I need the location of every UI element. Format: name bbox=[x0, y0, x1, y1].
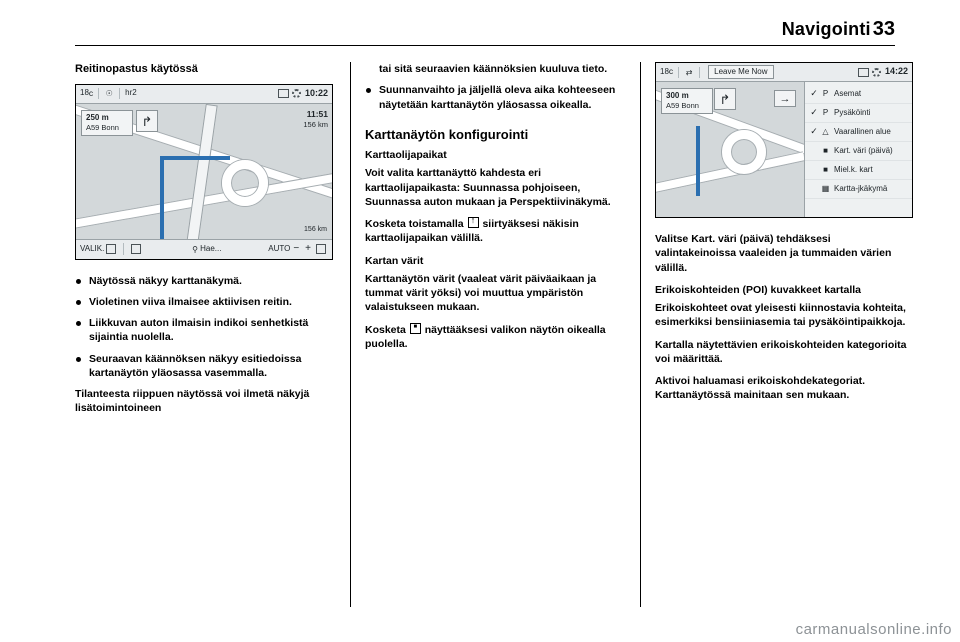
screen1-distance-badge bbox=[81, 110, 133, 136]
list-item: Suunnanvaihto ja jäljellä oleva aika kohteeseen näytetään karttanäytön yläosassa oikealla. bbox=[365, 83, 623, 112]
north-arrow-icon[interactable] bbox=[131, 244, 141, 254]
list-item-label: Kart. väri (päivä) bbox=[834, 145, 893, 155]
zoom-in-button[interactable]: + bbox=[305, 243, 312, 255]
turn-arrow-icon bbox=[136, 110, 158, 132]
col3-paragraph-3: Kartalla näytettävien erikoiskohteiden kategorioita voi määrittää. bbox=[655, 338, 907, 365]
subheading-poi-icons: Erikoiskohteiden (POI) kuvakkeet kartalla bbox=[655, 283, 862, 296]
screen1-clock: 10:22 bbox=[304, 87, 328, 98]
list-item[interactable] bbox=[805, 104, 912, 123]
screen2-status-bar bbox=[656, 63, 912, 82]
subheading-map-orientations: Karttaolijapaikat bbox=[365, 149, 447, 162]
screen2-distance-badge bbox=[661, 88, 713, 114]
screen2-temperature: 18 c bbox=[660, 66, 674, 77]
map-options-list[interactable] bbox=[804, 82, 912, 217]
screen2-distance-value: 300 m bbox=[666, 91, 689, 100]
map2-roundabout bbox=[722, 130, 766, 174]
media-icon bbox=[858, 68, 869, 77]
list-item: Liikkuvan auton ilmaisin indikoi senhetkistä sijaintia nuolella. bbox=[75, 316, 333, 345]
screen1-distance-value: 250 m bbox=[86, 112, 109, 122]
list-item-label: Vaarallinen alue bbox=[834, 126, 891, 136]
column-2 bbox=[365, 62, 623, 359]
col3-paragraph-1: Valitse Kart. väri (päivä) tehdäksesi valintakeinoissa vaaleiden ja tummaiden värien välillä. bbox=[655, 233, 892, 274]
map-road-c bbox=[186, 103, 217, 243]
station-icon: P bbox=[822, 88, 829, 98]
col2-paragraph-1: Voit valita karttanäyttö kahdesta eri karttaolijapaikasta: Suunnassa pohjoiseen, Suunnassa auton mukaan ja Perspektiivinäkymä. bbox=[365, 167, 611, 208]
route-icon: ⇄ bbox=[685, 67, 693, 77]
col2-paragraph-3: Karttanäytön värit (vaaleat värit päiväaikaan ja tummat värit yöksi) voi muuttua ympäristön valaistukseen mukaan. bbox=[365, 272, 597, 314]
col1-tail-paragraph: Tilanteesta riippuen näytössä voi ilmetä näkyjä lisätoimintoineen bbox=[75, 388, 310, 415]
screen2-sep-1 bbox=[678, 67, 679, 78]
watermark: carmanualsonline.info bbox=[795, 621, 952, 638]
column-1 bbox=[75, 62, 333, 424]
screen2-street-name: A59 Bonn bbox=[666, 101, 699, 110]
screen1-search-label[interactable]: Hae... bbox=[200, 243, 222, 253]
list-item-label: Kartta-jkäkymä bbox=[834, 183, 888, 193]
map-color-icon: ■ bbox=[823, 145, 828, 155]
navigation-screen-1 bbox=[75, 84, 333, 260]
turn-arrow-icon bbox=[714, 88, 736, 110]
screen1-street-name: A59 Bonn bbox=[86, 122, 119, 132]
col3-paragraph-4: Aktivoi haluamasi erikoiskohdekategoriat. Karttanäytössä mainitaan sen mukaan. bbox=[655, 375, 866, 402]
map-route-line bbox=[160, 156, 164, 240]
map-orientation-icon bbox=[468, 217, 479, 228]
compass-icon: ☉ bbox=[105, 89, 113, 99]
checkbox-icon[interactable]: ✓ bbox=[810, 88, 818, 99]
column-divider-2 bbox=[640, 62, 641, 607]
gear-icon bbox=[872, 68, 881, 77]
column-3 bbox=[655, 62, 913, 411]
navigation-screen-2 bbox=[655, 62, 913, 218]
list-item[interactable] bbox=[805, 161, 912, 180]
parking-icon: P bbox=[822, 107, 829, 117]
list-item: Näytössä näkyy karttanäkymä. bbox=[75, 274, 333, 288]
list-item: Seuraavan käännöksen näkyy esitiedoissa kartanäytön yläosassa vasemmalla. bbox=[75, 352, 333, 381]
page-title: Navigointi bbox=[781, 19, 871, 39]
screen1-eta-distance: 156 km bbox=[303, 119, 328, 129]
checkbox-icon[interactable]: ✓ bbox=[810, 126, 818, 137]
screen1-bottom-bar bbox=[76, 239, 332, 259]
screen2-sep-2 bbox=[699, 67, 700, 78]
map2-route-line bbox=[696, 126, 700, 196]
map-route-line-2 bbox=[160, 156, 230, 160]
page-number: 33 bbox=[872, 18, 895, 40]
screen1-map[interactable] bbox=[76, 104, 332, 259]
screen1-sep-1 bbox=[98, 88, 99, 99]
header-divider bbox=[75, 45, 895, 46]
list-item-continued: tai sitä seuraavien käännöksien kuuluva tieto. bbox=[379, 63, 608, 75]
map-view-icon: ▦ bbox=[821, 183, 830, 193]
list-item[interactable] bbox=[805, 123, 912, 142]
col1-bullet-list bbox=[75, 274, 333, 381]
screen2-temp-unit: c bbox=[668, 66, 674, 77]
screen2-clock: 14:22 bbox=[884, 66, 908, 77]
menu-icon bbox=[410, 323, 421, 334]
search-icon[interactable]: ⚲ bbox=[192, 244, 199, 254]
zoom-out-button[interactable]: − bbox=[293, 243, 300, 255]
list-item-label: Pysäköinti bbox=[834, 107, 871, 117]
col2-bullet-list bbox=[365, 62, 623, 112]
subheading-map-colors: Kartan värit bbox=[365, 254, 424, 267]
page-header bbox=[75, 18, 895, 41]
col2-paragraph-2: Kosketa toistamalla ↑ siirtyäksesi näkisin karttaolijapaikan välillä. bbox=[365, 217, 623, 246]
checkbox-icon[interactable]: ✓ bbox=[810, 107, 818, 118]
leave-me-now-button[interactable]: Leave Me Now bbox=[708, 65, 773, 80]
screen1-menu-button[interactable]: VALIK. bbox=[80, 243, 105, 253]
section-heading-route-guidance: Reitinopastus käytössä bbox=[75, 63, 198, 75]
warning-icon: △ bbox=[822, 126, 829, 136]
screen1-eta-time: 11:51 bbox=[306, 108, 328, 119]
list-item-label: Miel.k. kart bbox=[834, 164, 873, 174]
screen1-auto-label[interactable]: AUTO bbox=[268, 243, 291, 253]
list-item[interactable] bbox=[805, 142, 912, 161]
gear-icon bbox=[292, 89, 301, 98]
column-divider-1 bbox=[350, 62, 351, 607]
list-item[interactable] bbox=[805, 85, 912, 104]
screen1-status-bar bbox=[76, 85, 332, 104]
list-item: Violetinen viiva ilmaisee aktiivisen reitin. bbox=[75, 295, 333, 309]
media-icon bbox=[278, 89, 289, 98]
screen1-eta bbox=[303, 109, 328, 130]
favorites-icon: ■ bbox=[823, 164, 828, 174]
section-heading-map-config: Karttanäytön konfigurointi bbox=[365, 126, 529, 142]
list-item[interactable] bbox=[805, 180, 912, 199]
map-roundabout bbox=[222, 160, 268, 206]
flag-icon[interactable] bbox=[106, 244, 116, 254]
screen1-mode-label: hr2 bbox=[125, 88, 137, 98]
list-item-label: Asemat bbox=[834, 88, 862, 98]
screen1-temp-unit: c bbox=[88, 87, 94, 98]
route-direction-button[interactable]: → bbox=[774, 90, 796, 107]
page-footer bbox=[0, 608, 960, 642]
col3-paragraph-2: Erikoiskohteet ovat yleisesti kiinnostavia kohteita, esimerkiksi bensiiniasemia tai pysäköintipaikkoja. bbox=[655, 302, 906, 329]
screen1-sep-2 bbox=[119, 88, 120, 99]
fullscreen-icon[interactable] bbox=[316, 244, 326, 254]
screen1-scale-label: 156 km bbox=[304, 226, 327, 234]
col2-paragraph-4: Kosketa ■ näyttääksesi valikon näytön oikealla puolella. bbox=[365, 323, 623, 352]
screen1-temperature: 18 c bbox=[80, 87, 94, 98]
